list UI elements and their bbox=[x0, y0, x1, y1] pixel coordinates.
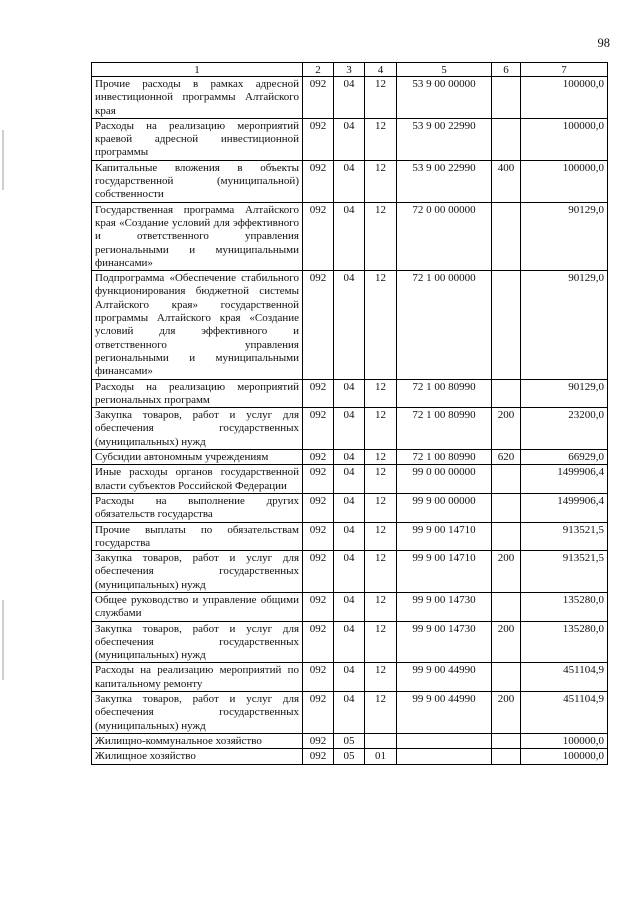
section-code-cell: 04 bbox=[334, 621, 365, 663]
page-number: 98 bbox=[597, 36, 610, 50]
section-code-cell: 04 bbox=[334, 77, 365, 119]
ministry-code-cell: 092 bbox=[303, 271, 334, 379]
amount-cell: 100000,0 bbox=[521, 160, 608, 202]
table-row bbox=[92, 118, 608, 160]
amount-cell: 451104,9 bbox=[521, 692, 608, 734]
subsection-code-cell: 12 bbox=[365, 621, 397, 663]
target-article-cell: 99 9 00 44990 bbox=[397, 692, 492, 734]
ministry-code-cell: 092 bbox=[303, 465, 334, 494]
table-row bbox=[92, 733, 608, 748]
subsection-code-cell: 12 bbox=[365, 522, 397, 551]
ministry-code-cell: 092 bbox=[303, 493, 334, 522]
expense-type-cell bbox=[492, 522, 521, 551]
budget-table bbox=[91, 62, 608, 765]
amount-cell: 135280,0 bbox=[521, 621, 608, 663]
subsection-code-cell: 12 bbox=[365, 493, 397, 522]
target-article-cell: 99 9 00 14710 bbox=[397, 522, 492, 551]
table-row bbox=[92, 379, 608, 408]
target-article-cell: 72 1 00 80990 bbox=[397, 450, 492, 465]
item-name-cell: Субсидии автономным учреждениям bbox=[92, 450, 303, 465]
section-code-cell: 04 bbox=[334, 450, 365, 465]
subsection-code-cell: 12 bbox=[365, 77, 397, 119]
expense-type-cell bbox=[492, 271, 521, 379]
item-name-cell: Подпрограмма «Обеспечение стабильного функционирования бюджетной системы Алтайского края» государственной программы Алтайского края «Создание условий для эффективного и ответственного управления региональными и муниципальными финансами» bbox=[92, 271, 303, 379]
expense-type-cell bbox=[492, 592, 521, 621]
expense-type-cell bbox=[492, 118, 521, 160]
ministry-code-cell: 092 bbox=[303, 592, 334, 621]
section-code-cell: 04 bbox=[334, 551, 365, 593]
section-code-cell: 04 bbox=[334, 202, 365, 270]
target-article-cell: 99 9 00 44990 bbox=[397, 663, 492, 692]
expense-type-cell bbox=[492, 77, 521, 119]
expense-type-cell: 200 bbox=[492, 551, 521, 593]
subsection-code-cell: 12 bbox=[365, 692, 397, 734]
section-code-cell: 04 bbox=[334, 663, 365, 692]
ministry-code-cell: 092 bbox=[303, 733, 334, 748]
table-row bbox=[92, 749, 608, 764]
subsection-code-cell: 12 bbox=[365, 450, 397, 465]
subsection-code-cell: 12 bbox=[365, 379, 397, 408]
scan-edge-mark bbox=[2, 130, 4, 190]
expense-type-cell bbox=[492, 379, 521, 408]
section-code-cell: 04 bbox=[334, 522, 365, 551]
amount-cell: 90129,0 bbox=[521, 379, 608, 408]
ministry-code-cell: 092 bbox=[303, 749, 334, 764]
header-cell: 3 bbox=[334, 63, 365, 77]
header-cell: 4 bbox=[365, 63, 397, 77]
subsection-code-cell: 12 bbox=[365, 592, 397, 621]
table-row bbox=[92, 621, 608, 663]
ministry-code-cell: 092 bbox=[303, 522, 334, 551]
table-row bbox=[92, 465, 608, 494]
expense-type-cell: 400 bbox=[492, 160, 521, 202]
item-name-cell: Прочие расходы в рамках адресной инвестиционной программы Алтайского края bbox=[92, 77, 303, 119]
table-row bbox=[92, 692, 608, 734]
item-name-cell: Закупка товаров, работ и услуг для обеспечения государственных (муниципальных) нужд bbox=[92, 621, 303, 663]
scan-edge-mark bbox=[2, 600, 4, 680]
table-row bbox=[92, 271, 608, 379]
expense-type-cell: 620 bbox=[492, 450, 521, 465]
section-code-cell: 04 bbox=[334, 160, 365, 202]
header-cell: 6 bbox=[492, 63, 521, 77]
amount-cell: 913521,5 bbox=[521, 551, 608, 593]
table-row bbox=[92, 551, 608, 593]
ministry-code-cell: 092 bbox=[303, 118, 334, 160]
amount-cell: 90129,0 bbox=[521, 271, 608, 379]
header-cell: 5 bbox=[397, 63, 492, 77]
table-row bbox=[92, 202, 608, 270]
expense-type-cell bbox=[492, 465, 521, 494]
amount-cell: 100000,0 bbox=[521, 77, 608, 119]
target-article-cell bbox=[397, 733, 492, 748]
section-code-cell: 04 bbox=[334, 592, 365, 621]
item-name-cell: Прочие выплаты по обязательствам государства bbox=[92, 522, 303, 551]
subsection-code-cell: 12 bbox=[365, 118, 397, 160]
section-code-cell: 04 bbox=[334, 465, 365, 494]
item-name-cell: Расходы на реализацию мероприятий по капитальному ремонту bbox=[92, 663, 303, 692]
amount-cell: 100000,0 bbox=[521, 118, 608, 160]
ministry-code-cell: 092 bbox=[303, 379, 334, 408]
amount-cell: 451104,9 bbox=[521, 663, 608, 692]
expense-type-cell bbox=[492, 663, 521, 692]
header-cell: 2 bbox=[303, 63, 334, 77]
item-name-cell: Капитальные вложения в объекты государственной (муниципальной) собственности bbox=[92, 160, 303, 202]
ministry-code-cell: 092 bbox=[303, 621, 334, 663]
subsection-code-cell: 12 bbox=[365, 551, 397, 593]
target-article-cell: 99 0 00 00000 bbox=[397, 465, 492, 494]
amount-cell: 100000,0 bbox=[521, 733, 608, 748]
item-name-cell: Закупка товаров, работ и услуг для обеспечения государственных (муниципальных) нужд bbox=[92, 551, 303, 593]
expense-type-cell: 200 bbox=[492, 408, 521, 450]
section-code-cell: 04 bbox=[334, 379, 365, 408]
table-row bbox=[92, 522, 608, 551]
section-code-cell: 04 bbox=[334, 271, 365, 379]
target-article-cell: 99 9 00 14730 bbox=[397, 592, 492, 621]
item-name-cell: Государственная программа Алтайского края «Создание условий для эффективного и ответственного управления региональными и муниципальными финансами» bbox=[92, 202, 303, 270]
header-cell: 1 bbox=[92, 63, 303, 77]
amount-cell: 90129,0 bbox=[521, 202, 608, 270]
table-row bbox=[92, 77, 608, 119]
amount-cell: 913521,5 bbox=[521, 522, 608, 551]
expense-type-cell bbox=[492, 733, 521, 748]
item-name-cell: Общее руководство и управление общими службами bbox=[92, 592, 303, 621]
subsection-code-cell bbox=[365, 733, 397, 748]
ministry-code-cell: 092 bbox=[303, 551, 334, 593]
subsection-code-cell: 12 bbox=[365, 271, 397, 379]
target-article-cell: 53 9 00 22990 bbox=[397, 118, 492, 160]
amount-cell: 1499906,4 bbox=[521, 465, 608, 494]
item-name-cell: Жилищно-коммунальное хозяйство bbox=[92, 733, 303, 748]
section-code-cell: 05 bbox=[334, 749, 365, 764]
amount-cell: 135280,0 bbox=[521, 592, 608, 621]
target-article-cell bbox=[397, 749, 492, 764]
section-code-cell: 04 bbox=[334, 692, 365, 734]
subsection-code-cell: 12 bbox=[365, 408, 397, 450]
target-article-cell: 99 9 00 14710 bbox=[397, 551, 492, 593]
ministry-code-cell: 092 bbox=[303, 450, 334, 465]
item-name-cell: Расходы на реализацию мероприятий краевой адресной инвестиционной программы bbox=[92, 118, 303, 160]
item-name-cell: Жилищное хозяйство bbox=[92, 749, 303, 764]
table-row bbox=[92, 408, 608, 450]
item-name-cell: Иные расходы органов государственной власти субъектов Российской Федерации bbox=[92, 465, 303, 494]
subsection-code-cell: 12 bbox=[365, 663, 397, 692]
target-article-cell: 99 9 00 00000 bbox=[397, 493, 492, 522]
target-article-cell: 72 1 00 80990 bbox=[397, 408, 492, 450]
table-row bbox=[92, 450, 608, 465]
amount-cell: 100000,0 bbox=[521, 749, 608, 764]
ministry-code-cell: 092 bbox=[303, 77, 334, 119]
amount-cell: 23200,0 bbox=[521, 408, 608, 450]
table-row bbox=[92, 592, 608, 621]
target-article-cell: 53 9 00 00000 bbox=[397, 77, 492, 119]
target-article-cell: 72 1 00 80990 bbox=[397, 379, 492, 408]
item-name-cell: Закупка товаров, работ и услуг для обеспечения государственных (муниципальных) нужд bbox=[92, 408, 303, 450]
ministry-code-cell: 092 bbox=[303, 408, 334, 450]
expense-type-cell: 200 bbox=[492, 692, 521, 734]
amount-cell: 66929,0 bbox=[521, 450, 608, 465]
subsection-code-cell: 12 bbox=[365, 202, 397, 270]
target-article-cell: 53 9 00 22990 bbox=[397, 160, 492, 202]
ministry-code-cell: 092 bbox=[303, 663, 334, 692]
amount-cell: 1499906,4 bbox=[521, 493, 608, 522]
expense-type-cell: 200 bbox=[492, 621, 521, 663]
expense-type-cell bbox=[492, 493, 521, 522]
subsection-code-cell: 12 bbox=[365, 465, 397, 494]
table-header-row bbox=[92, 63, 608, 77]
ministry-code-cell: 092 bbox=[303, 692, 334, 734]
subsection-code-cell: 01 bbox=[365, 749, 397, 764]
item-name-cell: Расходы на реализацию мероприятий региональных программ bbox=[92, 379, 303, 408]
target-article-cell: 99 9 00 14730 bbox=[397, 621, 492, 663]
ministry-code-cell: 092 bbox=[303, 202, 334, 270]
target-article-cell: 72 0 00 00000 bbox=[397, 202, 492, 270]
item-name-cell: Расходы на выполнение других обязательств государства bbox=[92, 493, 303, 522]
expense-type-cell bbox=[492, 749, 521, 764]
table-row bbox=[92, 493, 608, 522]
section-code-cell: 04 bbox=[334, 408, 365, 450]
table-row bbox=[92, 663, 608, 692]
section-code-cell: 05 bbox=[334, 733, 365, 748]
section-code-cell: 04 bbox=[334, 493, 365, 522]
header-cell: 7 bbox=[521, 63, 608, 77]
table-row bbox=[92, 160, 608, 202]
ministry-code-cell: 092 bbox=[303, 160, 334, 202]
expense-type-cell bbox=[492, 202, 521, 270]
target-article-cell: 72 1 00 00000 bbox=[397, 271, 492, 379]
subsection-code-cell: 12 bbox=[365, 160, 397, 202]
item-name-cell: Закупка товаров, работ и услуг для обеспечения государственных (муниципальных) нужд bbox=[92, 692, 303, 734]
section-code-cell: 04 bbox=[334, 118, 365, 160]
